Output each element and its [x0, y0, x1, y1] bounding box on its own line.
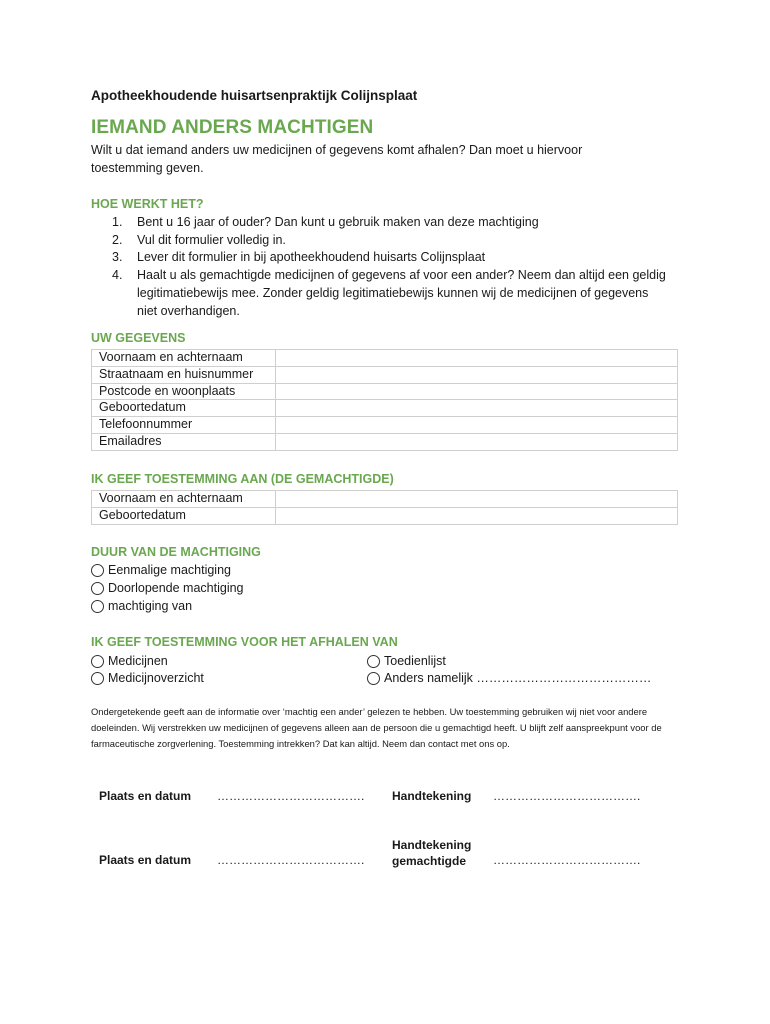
authorized-heading: IK GEEF TOESTEMMING AAN (DE GEMACHTIGDE) — [91, 472, 394, 486]
table-row — [92, 433, 678, 450]
radio-button-icon[interactable] — [91, 655, 104, 668]
radio-option-single[interactable] — [91, 563, 231, 577]
radio-option-from[interactable] — [91, 599, 192, 613]
authorized-table — [91, 490, 678, 525]
how-heading: HOE WERKT HET? — [91, 197, 204, 211]
your-data-table — [91, 349, 678, 451]
radio-button-icon[interactable] — [91, 672, 104, 685]
field-input[interactable] — [276, 366, 678, 383]
step-text: Haalt u als gemachtigde medicijnen of gegevens af voor een ander? Neem dan altijd een geldig legitimatiebewijs mee. Zonder geldig legitimatiebewijs kunnen wij de medicijnen of gegevens niet overhandigen. — [137, 268, 666, 318]
field-input[interactable] — [276, 507, 678, 524]
page-title: IEMAND ANDERS MACHTIGEN — [91, 117, 374, 138]
disclaimer-text: Ondergetekende geeft aan de informatie over ‘machtig een ander’ gelezen te hebben. Uw toestemming gebruiken wij niet voor andere doeleinden. Wij verstrekken uw medicijnen of gegevens alleen aan de persoon die u gemachtigd heeft. U blijft zelf aanspreekpunt voor de farmaceutische zorgverlening. Toestemming intrekken? Dat kan altijd. Neem dan contact met ons op. — [91, 706, 662, 750]
place-date-label: Plaats en datum — [99, 853, 192, 867]
field-label: Geboortedatum — [92, 507, 276, 524]
radio-button-icon[interactable] — [91, 582, 104, 595]
practice-name: Apotheekhoudende huisartsenpraktijk Colijnsplaat — [91, 88, 418, 103]
field-input[interactable] — [276, 433, 678, 450]
steps-list — [112, 214, 672, 320]
radio-label: Doorlopende machtiging — [108, 581, 244, 595]
step-number: 4. — [112, 268, 123, 283]
radio-label: Medicijnen — [108, 654, 168, 668]
place-date-label: Plaats en datum — [99, 789, 192, 803]
signature-label: Handtekening — [392, 789, 472, 803]
pickup-heading: IK GEEF TOESTEMMING VOOR HET AFHALEN VAN — [91, 635, 398, 649]
field-label: Geboortedatum — [92, 400, 276, 417]
your-data-heading: UW GEGEVENS — [91, 331, 186, 345]
signature-field[interactable]: ………………………………. — [493, 789, 641, 803]
place-date-field[interactable]: ………………………………. — [217, 853, 365, 867]
radio-label: Anders namelijk …………………………………… — [384, 671, 652, 685]
radio-option-medication-overview[interactable] — [91, 671, 204, 685]
radio-button-icon[interactable] — [91, 600, 104, 613]
radio-button-icon[interactable] — [91, 564, 104, 577]
radio-option-continuous[interactable] — [91, 581, 244, 595]
table-row — [92, 491, 678, 508]
step-number: 3. — [112, 250, 123, 265]
field-input[interactable] — [276, 400, 678, 417]
radio-option-other[interactable] — [367, 671, 651, 685]
table-row — [92, 366, 678, 383]
field-input[interactable] — [276, 491, 678, 508]
radio-label: Eenmalige machtiging — [108, 563, 231, 577]
authorized-signature-label-line2: gemachtigde — [392, 854, 467, 868]
field-input[interactable] — [276, 350, 678, 367]
table-row — [92, 383, 678, 400]
step-number: 1. — [112, 215, 123, 229]
step-text: Lever dit formulier in bij apotheekhoudend huisarts Colijnsplaat — [137, 250, 486, 265]
field-label: Emailadres — [92, 433, 276, 450]
table-row — [92, 507, 678, 524]
table-row — [92, 417, 678, 434]
place-date-field[interactable]: ………………………………. — [217, 789, 365, 803]
field-label: Postcode en woonplaats — [92, 383, 276, 400]
intro-text: Wilt u dat iemand anders uw medicijnen of gegevens komt afhalen? Dan moet u hiervoor toestemming geven. — [91, 143, 583, 175]
radio-button-icon[interactable] — [367, 672, 380, 685]
table-row — [92, 350, 678, 367]
radio-option-administration-list[interactable] — [367, 654, 446, 668]
field-label: Voornaam en achternaam — [92, 350, 276, 367]
radio-label: Toedienlijst — [384, 654, 446, 668]
field-input[interactable] — [276, 417, 678, 434]
radio-option-medicines[interactable] — [91, 654, 168, 668]
table-row — [92, 400, 678, 417]
radio-label: machtiging van — [108, 599, 193, 613]
list-item — [112, 214, 672, 232]
authorized-signature-label-line1: Handtekening — [392, 838, 472, 852]
step-text: Bent u 16 jaar of ouder? Dan kunt u gebruik maken van deze machtiging — [137, 215, 539, 229]
list-item — [112, 267, 672, 320]
authorized-signature-field[interactable]: ………………………………. — [493, 853, 641, 867]
field-label: Voornaam en achternaam — [92, 491, 276, 508]
radio-label: Medicijnoverzicht — [108, 671, 204, 685]
field-label: Straatnaam en huisnummer — [92, 366, 276, 383]
field-input[interactable] — [276, 383, 678, 400]
list-item — [112, 249, 672, 267]
field-label: Telefoonnummer — [92, 417, 276, 434]
radio-button-icon[interactable] — [367, 655, 380, 668]
step-text: Vul dit formulier volledig in. — [137, 232, 286, 247]
step-number: 2. — [112, 232, 123, 247]
list-item — [112, 232, 672, 250]
duration-heading: DUUR VAN DE MACHTIGING — [91, 545, 261, 559]
